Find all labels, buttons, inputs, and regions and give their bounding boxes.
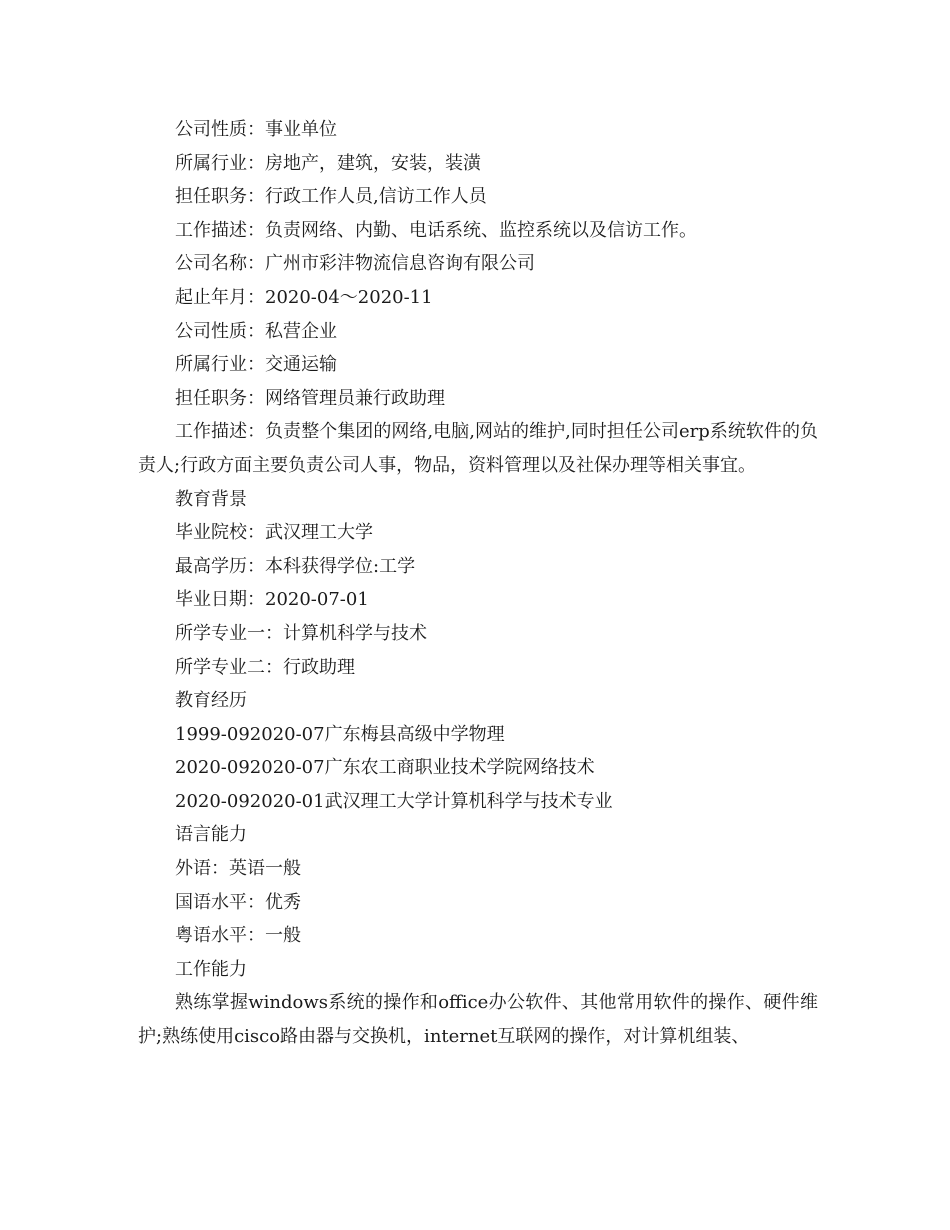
- education-entry: 2020-092020-07广东农工商职业技术学院网络技术: [175, 757, 595, 779]
- work-ability-heading: 工作能力: [175, 958, 247, 980]
- company-name-2: 公司名称：广州市彩沣物流信息咨询有限公司: [175, 253, 535, 275]
- mandarin-level: 国语水平：优秀: [175, 891, 301, 913]
- education-entry: 1999-092020-07广东梅县高级中学物理: [175, 723, 505, 745]
- work-description-2: 工作描述：负责整个集团的网络,电脑,网站的维护,同时担任公司erp系统软件的负责人;行政方面主要负责公司人事，物品，资料管理以及社保办理等相关事宜。: [138, 421, 818, 476]
- graduate-school: 毕业院校：武汉理工大学: [175, 522, 373, 544]
- skills-paragraph: 熟练掌握windows系统的操作和office办公软件、其他常用软件的操作、硬件维护;熟练使用cisco路由器与交换机，internet互联网的操作，对计算机组装、: [138, 992, 818, 1048]
- graduation-date: 毕业日期：2020-07-01: [175, 589, 369, 611]
- language-heading: 语言能力: [175, 824, 247, 846]
- company-nature-1: 公司性质：事业单位: [175, 119, 337, 140]
- education-history-heading: 教育经历: [175, 690, 247, 712]
- education-entry: 2020-092020-01武汉理工大学计算机科学与技术专业: [175, 790, 613, 812]
- company-nature-2: 公司性质：私营企业: [175, 320, 337, 342]
- major-two: 所学专业二：行政助理: [175, 656, 355, 678]
- position-2: 担任职务：网络管理员兼行政助理: [175, 387, 445, 409]
- major-one: 所学专业一：计算机科学与技术: [175, 622, 427, 644]
- employment-period-2: 起止年月：2020-04～2020-11: [175, 286, 433, 308]
- cantonese-level: 粤语水平：一般: [175, 925, 301, 947]
- industry-2: 所属行业：交通运输: [175, 354, 337, 376]
- foreign-language: 外语：英语一般: [175, 858, 301, 880]
- highest-degree: 最高学历：本科获得学位:工学: [175, 555, 416, 577]
- resume-body: [138, 113, 818, 1054]
- position-1: 担任职务：行政工作人员,信访工作人员: [175, 186, 487, 208]
- education-heading: 教育背景: [175, 488, 247, 510]
- work-description-1: 工作描述：负责网络、内勤、电话系统、监控系统以及信访工作。: [175, 219, 697, 241]
- industry-1: 所属行业：房地产，建筑，安装，装潢: [175, 152, 481, 174]
